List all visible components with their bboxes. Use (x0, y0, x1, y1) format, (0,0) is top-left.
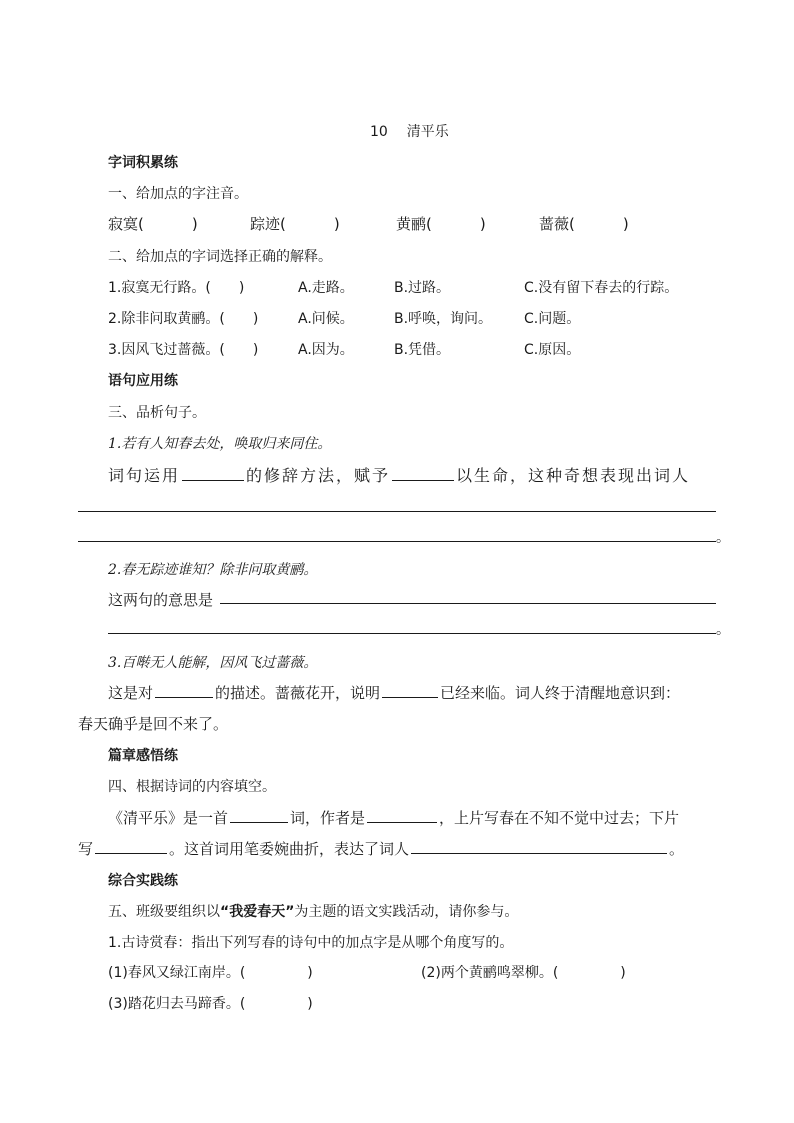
q4-line-1: 《清平乐》是一首 词，作者是 ，上片写春在不知不觉中过去；下片 (108, 809, 680, 827)
q2-heading: 二、给加点的字词选择正确的解释。 (108, 249, 332, 265)
q5-item-2: (2)两个黄鹂鸣翠柳。( ) (421, 965, 626, 981)
q5-subquestion-1: 1.古诗赏春：指出下列写春的诗句中的加点字是从哪个角度写的。 (108, 935, 514, 951)
answer-blank[interactable] (382, 683, 438, 698)
q3-line-3-cont: 春天确乎是回不来了。 (78, 715, 229, 733)
q1-item-2: 踪迹( ) (250, 215, 340, 233)
q1-item-4: 蔷薇( ) (539, 215, 629, 233)
section-heading-passage: 篇章感悟练 (108, 748, 178, 764)
answer-blank[interactable] (411, 839, 667, 854)
q2-item-3-stem: 3.因风飞过蔷薇。( ) (108, 342, 259, 358)
q2-item-1-option-c: C.没有留下春去的行踪。 (524, 280, 679, 296)
q2-item-2-option-b: B.呼唤，询问。 (394, 311, 493, 327)
answer-line[interactable] (78, 541, 716, 542)
section-heading-vocab: 字词积累练 (108, 155, 178, 171)
answer-blank[interactable] (230, 808, 288, 823)
line-end-period: 。 (716, 622, 730, 638)
q2-item-2-option-a: A.问候。 (298, 311, 354, 327)
answer-line[interactable] (220, 603, 716, 604)
q1-item-3: 黄鹂( ) (396, 215, 486, 233)
answer-line[interactable] (108, 633, 716, 634)
q2-item-1-option-a: A.走路。 (298, 280, 354, 296)
q4-heading: 四、根据诗词的内容填空。 (108, 779, 276, 795)
section-heading-sentence: 语句应用练 (108, 373, 178, 389)
q2-item-1-stem: 1.寂寞无行路。( ) (108, 280, 245, 296)
q3-line-2-label: 这两句的意思是 (108, 591, 214, 609)
answer-line[interactable] (78, 511, 716, 512)
q4-line-2: 写 。这首词用笔委婉曲折，表达了词人 。 (78, 840, 685, 858)
q2-item-3-option-c: C.原因。 (524, 342, 581, 358)
q2-item-2-option-c: C.问题。 (524, 311, 581, 327)
title-name: 清平乐 (406, 124, 449, 140)
answer-blank[interactable] (95, 839, 167, 854)
answer-blank[interactable] (392, 466, 454, 481)
q3-heading: 三、品析句子。 (108, 405, 206, 421)
q1-item-1: 寂寞( ) (108, 215, 198, 233)
q3-line-3: 这是对 的描述。蔷薇花开，说明 已经来临。词人终于清醒地意识到： (108, 684, 681, 702)
q5-item-1: (1)春风又绿江南岸。( ) (108, 965, 313, 981)
q3-sentence-3: 3.百啭无人能解，因风飞过蔷薇。 (108, 655, 318, 671)
section-heading-practice: 综合实践练 (108, 873, 178, 889)
q2-item-2-stem: 2.除非问取黄鹂。( ) (108, 311, 259, 327)
page-title (370, 121, 449, 141)
q5-item-3: (3)踏花归去马蹄香。( ) (108, 996, 313, 1012)
q3-line-1: 词句运用 的修辞方法，赋予 以生命，这种奇想表现出词人 (108, 466, 691, 485)
q2-item-3-option-a: A.因为。 (298, 342, 354, 358)
answer-blank[interactable] (182, 466, 244, 481)
q3-sentence-1: 1.若有人知春去处，唤取归来同住。 (108, 436, 332, 452)
title-number: 10 (370, 124, 388, 140)
line-end-period: 。 (716, 530, 730, 546)
q2-item-1-option-b: B.过路。 (394, 280, 451, 296)
q5-heading: 五、班级要组织以“我爱春天”为主题的语文实践活动，请你参与。 (108, 904, 519, 920)
answer-blank[interactable] (155, 683, 213, 698)
q1-heading: 一、给加点的字注音。 (108, 186, 248, 202)
q2-item-3-option-b: B.凭借。 (394, 342, 451, 358)
answer-blank[interactable] (367, 808, 437, 823)
q3-sentence-2: 2.春无踪迹谁知？除非问取黄鹂。 (108, 562, 318, 578)
